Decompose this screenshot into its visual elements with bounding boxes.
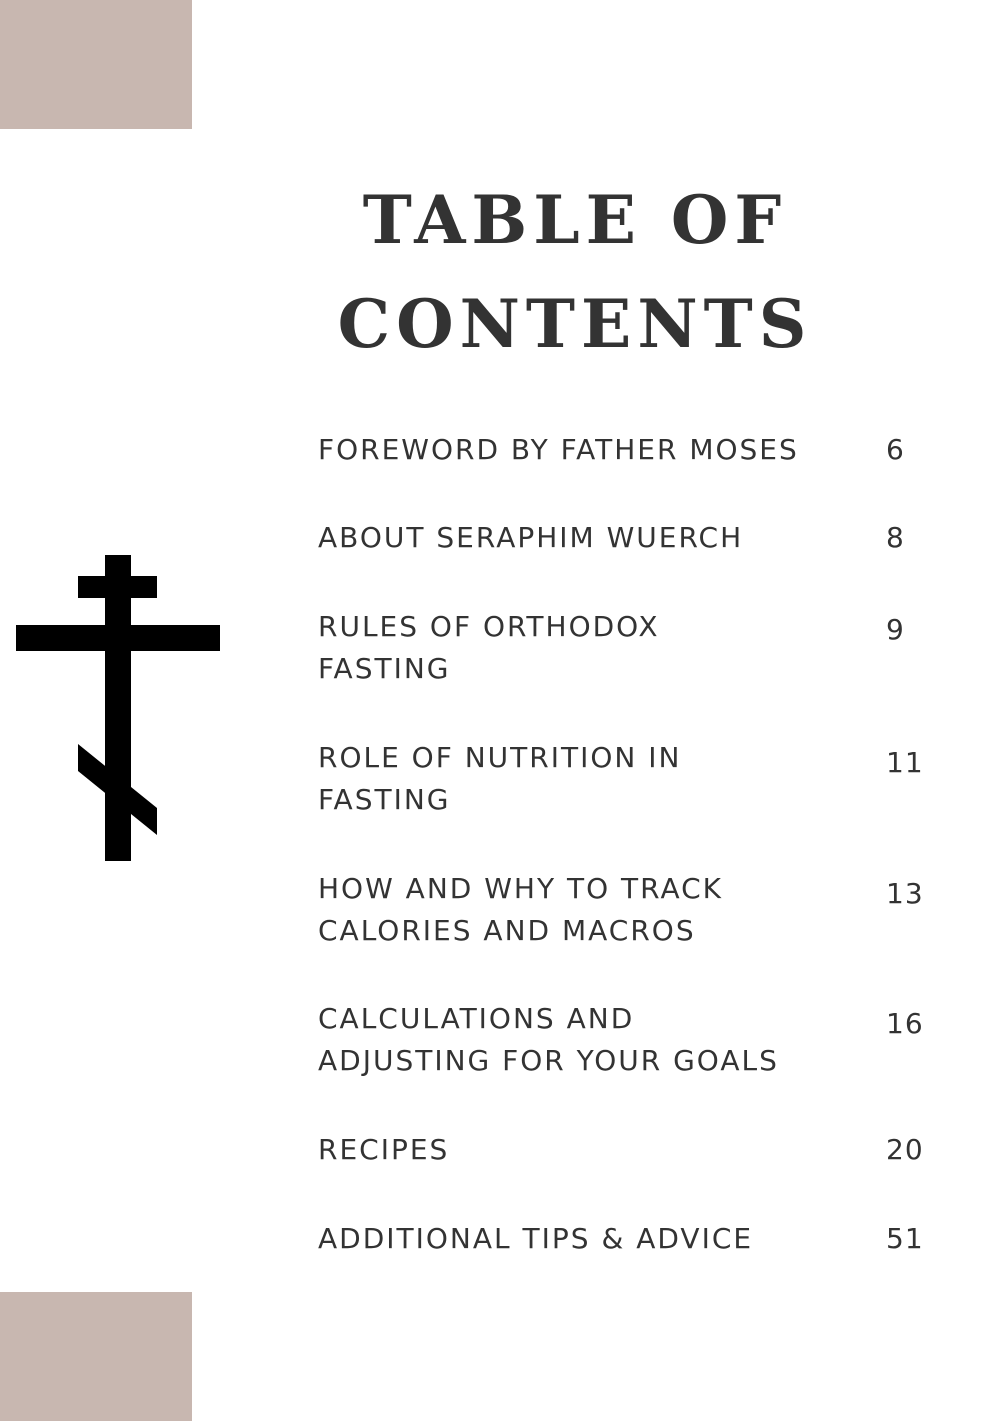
corner-block-top (0, 0, 192, 129)
toc-label-line-1: ROLE OF NUTRITION IN (318, 741, 682, 774)
toc-label-line-2: CALORIES AND MACROS (318, 914, 696, 947)
toc-item-label (318, 1218, 858, 1260)
toc-label-line-2: FASTING (318, 652, 451, 685)
toc-item-label (318, 517, 858, 559)
toc-item-label (318, 1129, 858, 1171)
toc-label-line-1: ABOUT SERAPHIM WUERCH (318, 521, 744, 554)
title-line-1: TABLE OF (362, 181, 788, 259)
toc-item-label (318, 998, 858, 1082)
toc-page-number: 8 (886, 521, 905, 554)
toc-item-label (318, 868, 858, 952)
toc-item-label (318, 606, 858, 690)
toc-label-line-2: ADJUSTING FOR YOUR GOALS (318, 1044, 779, 1077)
toc-page-number: 51 (886, 1222, 924, 1255)
toc-page-number: 6 (886, 433, 905, 466)
toc-page-number: 13 (886, 877, 924, 910)
toc-label-line-1: RULES OF ORTHODOX (318, 610, 660, 643)
toc-item-label (318, 737, 858, 821)
toc-page-number: 9 (886, 613, 905, 646)
toc-label-line-2: FASTING (318, 783, 451, 816)
title-line-2: CONTENTS (337, 285, 813, 363)
toc-page-number: 16 (886, 1007, 924, 1040)
corner-block-bottom (0, 1292, 192, 1421)
toc-label-line-1: HOW AND WHY TO TRACK (318, 872, 724, 905)
toc-label-line-1: CALCULATIONS AND (318, 1002, 635, 1035)
toc-label-line-1: RECIPES (318, 1133, 450, 1166)
toc-page-number: 11 (886, 746, 924, 779)
page-title (290, 168, 860, 376)
toc-item-label (318, 429, 858, 471)
toc-page-number: 20 (886, 1133, 924, 1166)
orthodox-cross-icon (16, 555, 220, 861)
toc-label-line-1: FOREWORD BY FATHER MOSES (318, 433, 799, 466)
toc-label-line-1: ADDITIONAL TIPS & ADVICE (318, 1222, 754, 1255)
